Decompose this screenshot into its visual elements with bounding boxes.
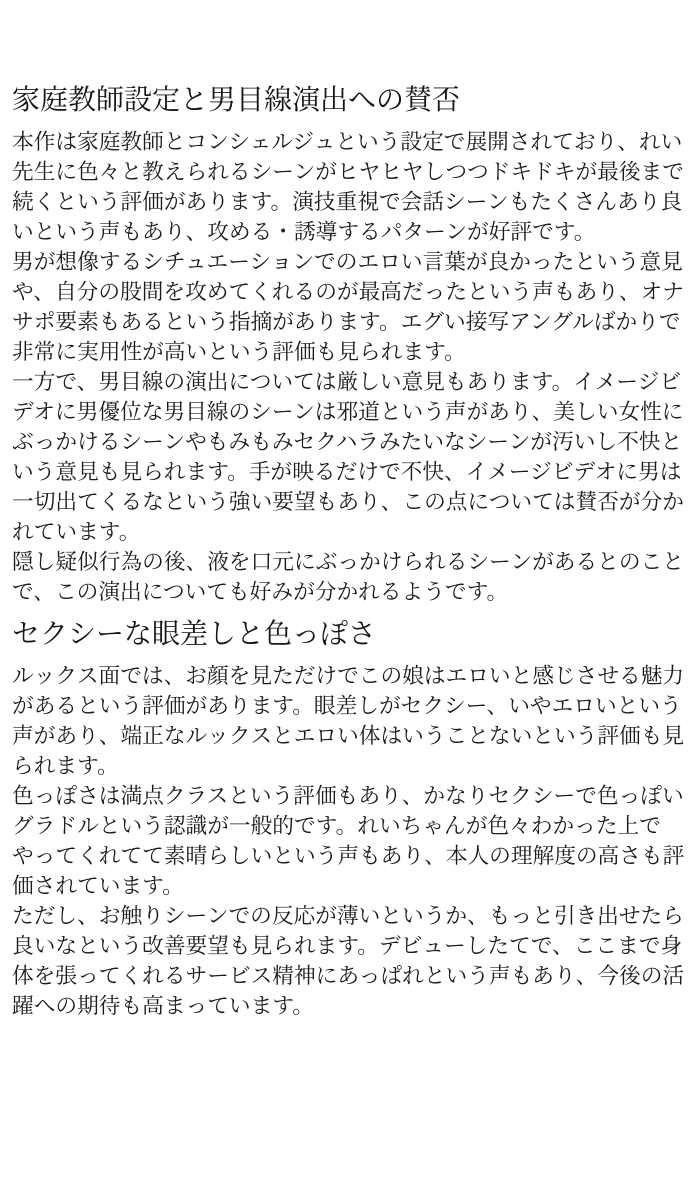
review-paragraph: ルックス面では、お顔を見ただけでこの娘はエロいと感じさせる魅力があるという評価があります。眼差しがセクシー、いやエロいという声があり、端正なルックスとエロい体はいうことないという評価も見られます。 [12,663,685,778]
review-paragraph: 本作は家庭教師とコンシェルジュという設定で展開されており、れい先生に色々と教えられるシーンがヒヤヒヤしつつドキドキが最後まで続くという評価があります。演技重視で会話シーンもたくさんあり良いという声もあり、攻める・誘導するパターンが好評です。 [12,129,684,244]
section-heading: セクシーな眼差しと色っぽさ [12,618,377,649]
section-heading: 家庭教師設定と男目線演出への賛否 [12,84,461,115]
review-paragraph: 隠し疑似行為の後、液を口元にぶっかけられるシーンがあるとのことで、この演出についても好みが分かれるようです。 [12,549,684,604]
section-looks-review [12,616,688,1021]
section-tutor-setting-review [12,82,688,607]
review-paragraph: ただし、お触りシーンでの反応が薄いというか、もっと引き出せたら良いなという改善要望も見られます。デビューしたてで、ここまで身体を張ってくれるサービス精神にあっぱれという声もあり、今後の活躍への期待も高まっています。 [12,903,685,1018]
review-paragraph: 一方で、男目線の演出については厳しい意見もあります。イメージビデオに男優位な男目線のシーンは邪道という声があり、美しい女性にぶっかけるシーンやもみもみセクハラみたいなシーンが汚いし不快という意見も見られます。手が映るだけで不快、イメージビデオに男は一切出てくるなという強い要望もあり、この点については賛否が分かれています。 [12,369,684,544]
review-paragraph: 色っぽさは満点クラスという評価もあり、かなりセクシーで色っぽいグラドルという認識が一般的です。れいちゃんが色々わかった上でやってくれてて素晴らしいという声もあり、本人の理解度の高さも評価されています。 [12,783,685,898]
review-paragraph: 男が想像するシチュエーションでのエロい言葉が良かったという意見や、自分の股間を攻めてくれるのが最高だったという声もあり、オナサポ要素もあるという指摘があります。エグい接写アングルばかりで非常に実用性が高いという評価も見られます。 [12,249,684,364]
